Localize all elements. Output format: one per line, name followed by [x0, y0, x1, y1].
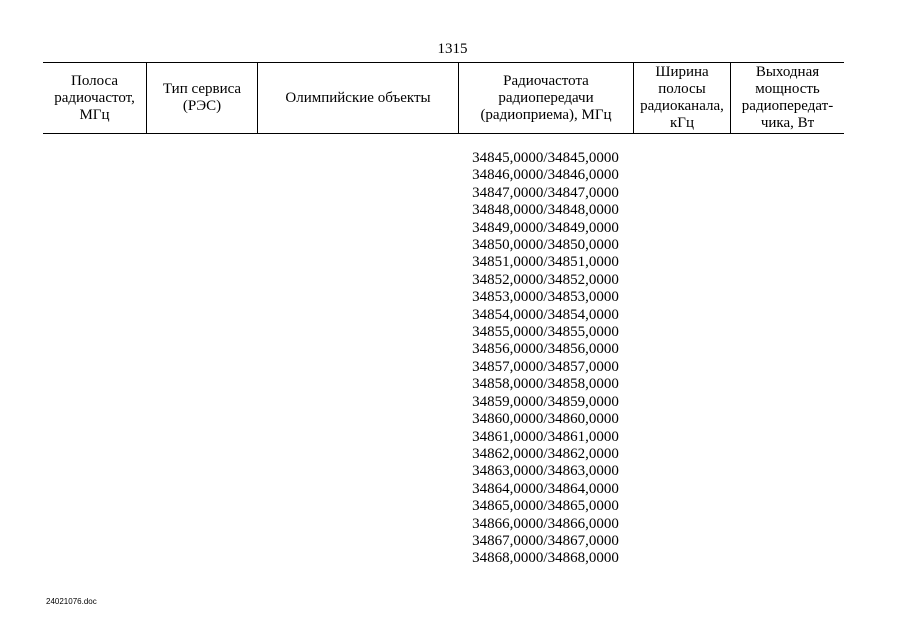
- frequency-value: 34847,0000/34847,0000: [472, 184, 619, 201]
- frequency-value: 34860,0000/34860,0000: [472, 411, 619, 428]
- header-olympic-objects: Олимпийские объекты: [257, 63, 458, 133]
- header-channel-bandwidth: Ширина полосы радиоканала, кГц: [633, 63, 730, 133]
- frequency-value: 34852,0000/34852,0000: [472, 271, 619, 288]
- empty-columns: [43, 134, 458, 568]
- frequency-table: [43, 62, 844, 568]
- header-output-power: Выходная мощность радиопередат-чика, Вт: [730, 63, 844, 133]
- header-radio-frequency: Радиочастота радиопередачи (радиоприема), МГц: [458, 63, 633, 133]
- frequency-value: 34865,0000/34865,0000: [472, 498, 619, 515]
- table-header-row: [43, 62, 844, 134]
- frequency-value: 34848,0000/34848,0000: [472, 202, 619, 219]
- frequency-value: 34859,0000/34859,0000: [472, 393, 619, 410]
- frequency-value: 34854,0000/34854,0000: [472, 306, 619, 323]
- frequency-value: 34856,0000/34856,0000: [472, 341, 619, 358]
- frequency-value: 34857,0000/34857,0000: [472, 358, 619, 375]
- frequency-value: 34849,0000/34849,0000: [472, 219, 619, 236]
- frequency-value: 34846,0000/34846,0000: [472, 167, 619, 184]
- frequency-value: 34864,0000/34864,0000: [472, 480, 619, 497]
- table-body: [43, 134, 844, 568]
- frequency-value: 34851,0000/34851,0000: [472, 254, 619, 271]
- frequency-value: 34862,0000/34862,0000: [472, 445, 619, 462]
- frequency-list: [458, 134, 633, 568]
- frequency-value: 34867,0000/34867,0000: [472, 532, 619, 549]
- header-frequency-band: Полоса радиочастот, МГц: [54, 72, 135, 123]
- frequency-value: 34855,0000/34855,0000: [472, 324, 619, 341]
- header-service-type: Тип сервиса (РЭС): [146, 63, 257, 133]
- page-number: 1315: [437, 41, 468, 57]
- frequency-value: 34845,0000/34845,0000: [472, 150, 619, 166]
- frequency-value: 34861,0000/34861,0000: [472, 428, 619, 445]
- frequency-value: 34858,0000/34858,0000: [472, 376, 619, 393]
- frequency-value: 34868,0000/34868,0000: [472, 550, 619, 567]
- frequency-value: 34863,0000/34863,0000: [472, 463, 619, 480]
- frequency-value: 34866,0000/34866,0000: [472, 515, 619, 532]
- document-filename: 24021076.doc: [46, 597, 97, 606]
- frequency-value: 34850,0000/34850,0000: [472, 237, 619, 254]
- frequency-value: 34853,0000/34853,0000: [472, 289, 619, 306]
